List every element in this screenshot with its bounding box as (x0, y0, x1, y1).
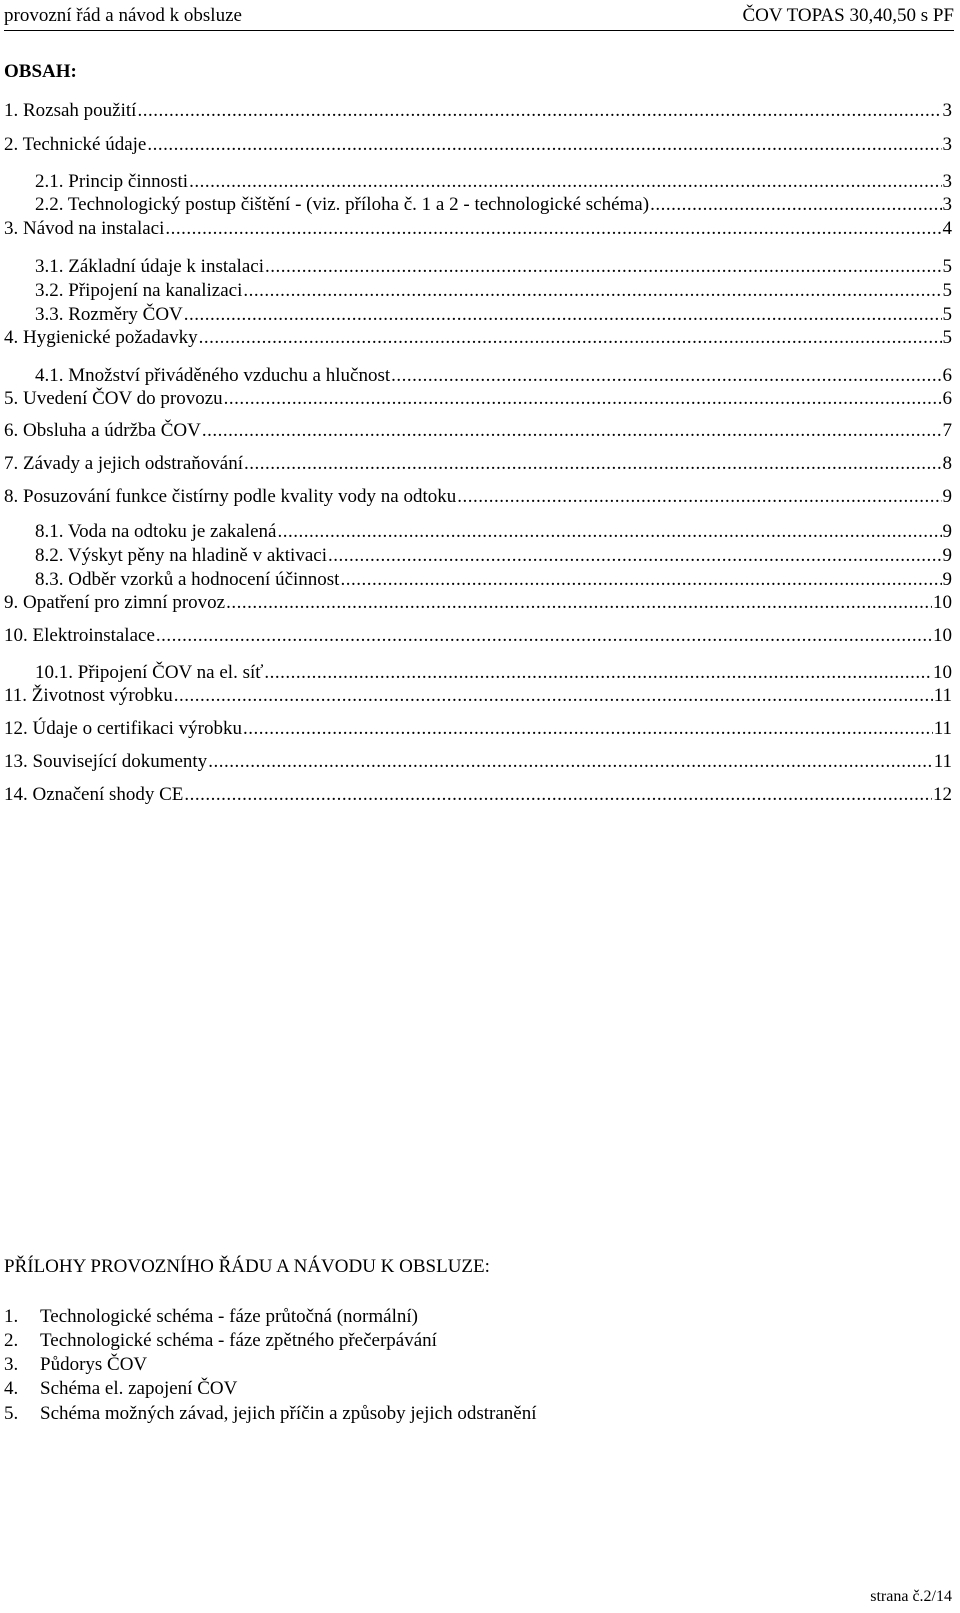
toc-entry[interactable] (4, 420, 952, 444)
toc-dot-leader (243, 280, 941, 302)
toc-dot-leader (328, 545, 942, 567)
toc-entry-label: 3.3. Rozměry ČOV (35, 304, 183, 325)
appendix-item-number: 3. (4, 1354, 19, 1375)
appendix-item-number: 2. (4, 1330, 19, 1351)
page-header (4, 2, 954, 31)
toc-entry-label: 8.2. Výskyt pěny na hladině v aktivaci (35, 545, 327, 566)
toc-entry-label: 9. Opatření pro zimní provoz (4, 592, 226, 613)
toc-entry-label: 12. Údaje o certifikaci výrobku (4, 718, 242, 739)
appendix-item-number: 1. (4, 1306, 19, 1327)
toc-entry-label: 4.1. Množství přiváděného vzduchu a hlučnost (35, 365, 391, 386)
toc-entry-page: 11 (933, 751, 952, 772)
toc-entry[interactable] (4, 662, 952, 686)
toc-entry-page: 9 (942, 545, 952, 566)
appendix-item (4, 1330, 437, 1352)
appendix-item (4, 1378, 237, 1400)
toc-dot-leader (265, 256, 942, 278)
appendix-heading: PŘÍLOHY PROVOZNÍHO ŘÁDU A NÁVODU K OBSLUZE: (4, 1256, 490, 1277)
toc-dot-leader (264, 662, 932, 684)
toc-entry-label: 2.1. Princip činnosti (35, 171, 189, 192)
toc-entry-page: 5 (942, 256, 952, 277)
toc-entry-label: 14. Označení shody CE (4, 784, 184, 805)
header-product-name: ČOV TOPAS 30,40,50 s PF (742, 5, 954, 26)
toc-entry-label: 3.2. Připojení na kanalizaci (35, 280, 243, 301)
toc-entry-label: 10.1. Připojení ČOV na el. síť (35, 662, 264, 683)
toc-entry-page: 11 (933, 718, 952, 739)
toc-dot-leader (165, 218, 941, 240)
toc-dot-leader (208, 751, 933, 773)
toc-entry-page: 5 (942, 280, 952, 301)
toc-entry[interactable] (4, 256, 952, 280)
appendix-item-number: 5. (4, 1403, 19, 1424)
toc-dot-leader (243, 718, 933, 740)
toc-entry-page: 9 (942, 486, 952, 507)
toc-dot-leader (650, 194, 941, 216)
toc-entry-label: 13. Související dokumenty (4, 751, 208, 772)
page-number-footer: strana č.2/14 (870, 1588, 952, 1605)
appendix-item-label: Schéma el. zapojení ČOV (40, 1378, 238, 1399)
toc-entry[interactable] (4, 625, 952, 649)
toc-dot-leader (224, 388, 942, 410)
toc-dot-leader (184, 784, 932, 806)
toc-entry[interactable] (4, 171, 952, 195)
toc-dot-leader (137, 100, 941, 122)
toc-entry[interactable] (4, 218, 952, 242)
toc-entry-page: 11 (933, 685, 952, 706)
toc-entry-page: 10 (933, 592, 952, 613)
toc-entry-page: 12 (933, 784, 952, 805)
toc-dot-leader (391, 365, 941, 387)
toc-dot-leader (189, 171, 941, 193)
toc-entry-label: 3. Návod na instalaci (4, 218, 165, 239)
toc-entry[interactable] (4, 751, 952, 775)
toc-dot-leader (457, 486, 941, 508)
toc-entry[interactable] (4, 521, 952, 545)
toc-dot-leader (277, 521, 941, 543)
toc-entry[interactable] (4, 327, 952, 351)
toc-dot-leader (199, 327, 942, 349)
toc-entry-label: 2.2. Technologický postup čištění - (viz. příloha č. 1 a 2 - technologické schéma) (35, 194, 650, 215)
toc-entry-label: 4. Hygienické požadavky (4, 327, 198, 348)
toc-entry[interactable] (4, 685, 952, 709)
toc-entry[interactable] (4, 388, 952, 412)
appendix-item-label: Technologické schéma - fáze průtočná (normální) (40, 1306, 418, 1327)
toc-entry-label: 10. Elektroinstalace (4, 625, 155, 646)
toc-entry[interactable] (4, 453, 952, 477)
toc-entry-label: 8. Posuzování funkce čistírny podle kvality vody na odtoku (4, 486, 457, 507)
toc-entry-label: 8.3. Odběr vzorků a hodnocení účinnost (35, 569, 340, 590)
toc-entry-label: 6. Obsluha a údržba ČOV (4, 420, 201, 441)
toc-entry[interactable] (4, 365, 952, 389)
toc-entry-page: 3 (942, 100, 952, 121)
toc-entry[interactable] (4, 194, 952, 218)
appendix-item (4, 1306, 418, 1328)
toc-entry-label: 7. Závady a jejich odstraňování (4, 453, 244, 474)
toc-entry-label: 3.1. Základní údaje k instalaci (35, 256, 264, 277)
toc-entry-page: 6 (942, 365, 952, 386)
toc-dot-leader (174, 685, 933, 707)
toc-entry[interactable] (4, 280, 952, 304)
appendix-item (4, 1354, 147, 1376)
toc-entry-page: 3 (942, 194, 952, 215)
toc-entry[interactable] (4, 304, 952, 328)
toc-entry-page: 9 (942, 569, 952, 590)
toc-entry-page: 4 (942, 218, 952, 239)
toc-entry-page: 10 (933, 662, 952, 683)
toc-entry-label: 1. Rozsah použití (4, 100, 137, 121)
toc-heading: OBSAH: (4, 61, 77, 82)
appendix-item (4, 1403, 536, 1425)
toc-entry-page: 9 (942, 521, 952, 542)
toc-entry[interactable] (4, 592, 952, 616)
toc-entry[interactable] (4, 718, 952, 742)
toc-entry-page: 3 (942, 134, 952, 155)
toc-entry[interactable] (4, 545, 952, 569)
toc-dot-leader (244, 453, 941, 475)
toc-dot-leader (202, 420, 942, 442)
header-document-title: provozní řád a návod k obsluze (4, 5, 242, 26)
toc-entry-label: 5. Uvedení ČOV do provozu (4, 388, 223, 409)
toc-dot-leader (226, 592, 932, 614)
toc-entry-page: 5 (942, 327, 952, 348)
toc-entry-page: 10 (933, 625, 952, 646)
appendix-item-label: Technologické schéma - fáze zpětného přečerpávání (40, 1330, 437, 1351)
toc-entry-label: 8.1. Voda na odtoku je zakalená (35, 521, 277, 542)
toc-dot-leader (156, 625, 932, 647)
toc-entry-label: 2. Technické údaje (4, 134, 147, 155)
toc-dot-leader (184, 304, 942, 326)
toc-entry-page: 5 (942, 304, 952, 325)
appendix-item-label: Půdorys ČOV (40, 1354, 148, 1375)
appendix-item-number: 4. (4, 1378, 19, 1399)
toc-entry[interactable] (4, 569, 952, 593)
toc-entry-page: 3 (942, 171, 952, 192)
toc-entry-label: 11. Životnost výrobku (4, 685, 173, 706)
toc-entry-page: 8 (942, 453, 952, 474)
toc-dot-leader (340, 569, 941, 591)
toc-entry[interactable] (4, 784, 952, 808)
toc-entry-page: 7 (942, 420, 952, 441)
toc-entry[interactable] (4, 486, 952, 510)
appendix-item-label: Schéma možných závad, jejich příčin a způsoby jejich odstranění (40, 1403, 537, 1424)
toc-dot-leader (147, 134, 941, 156)
toc-entry[interactable] (4, 134, 952, 158)
toc-entry-page: 6 (942, 388, 952, 409)
toc-entry[interactable] (4, 100, 952, 124)
